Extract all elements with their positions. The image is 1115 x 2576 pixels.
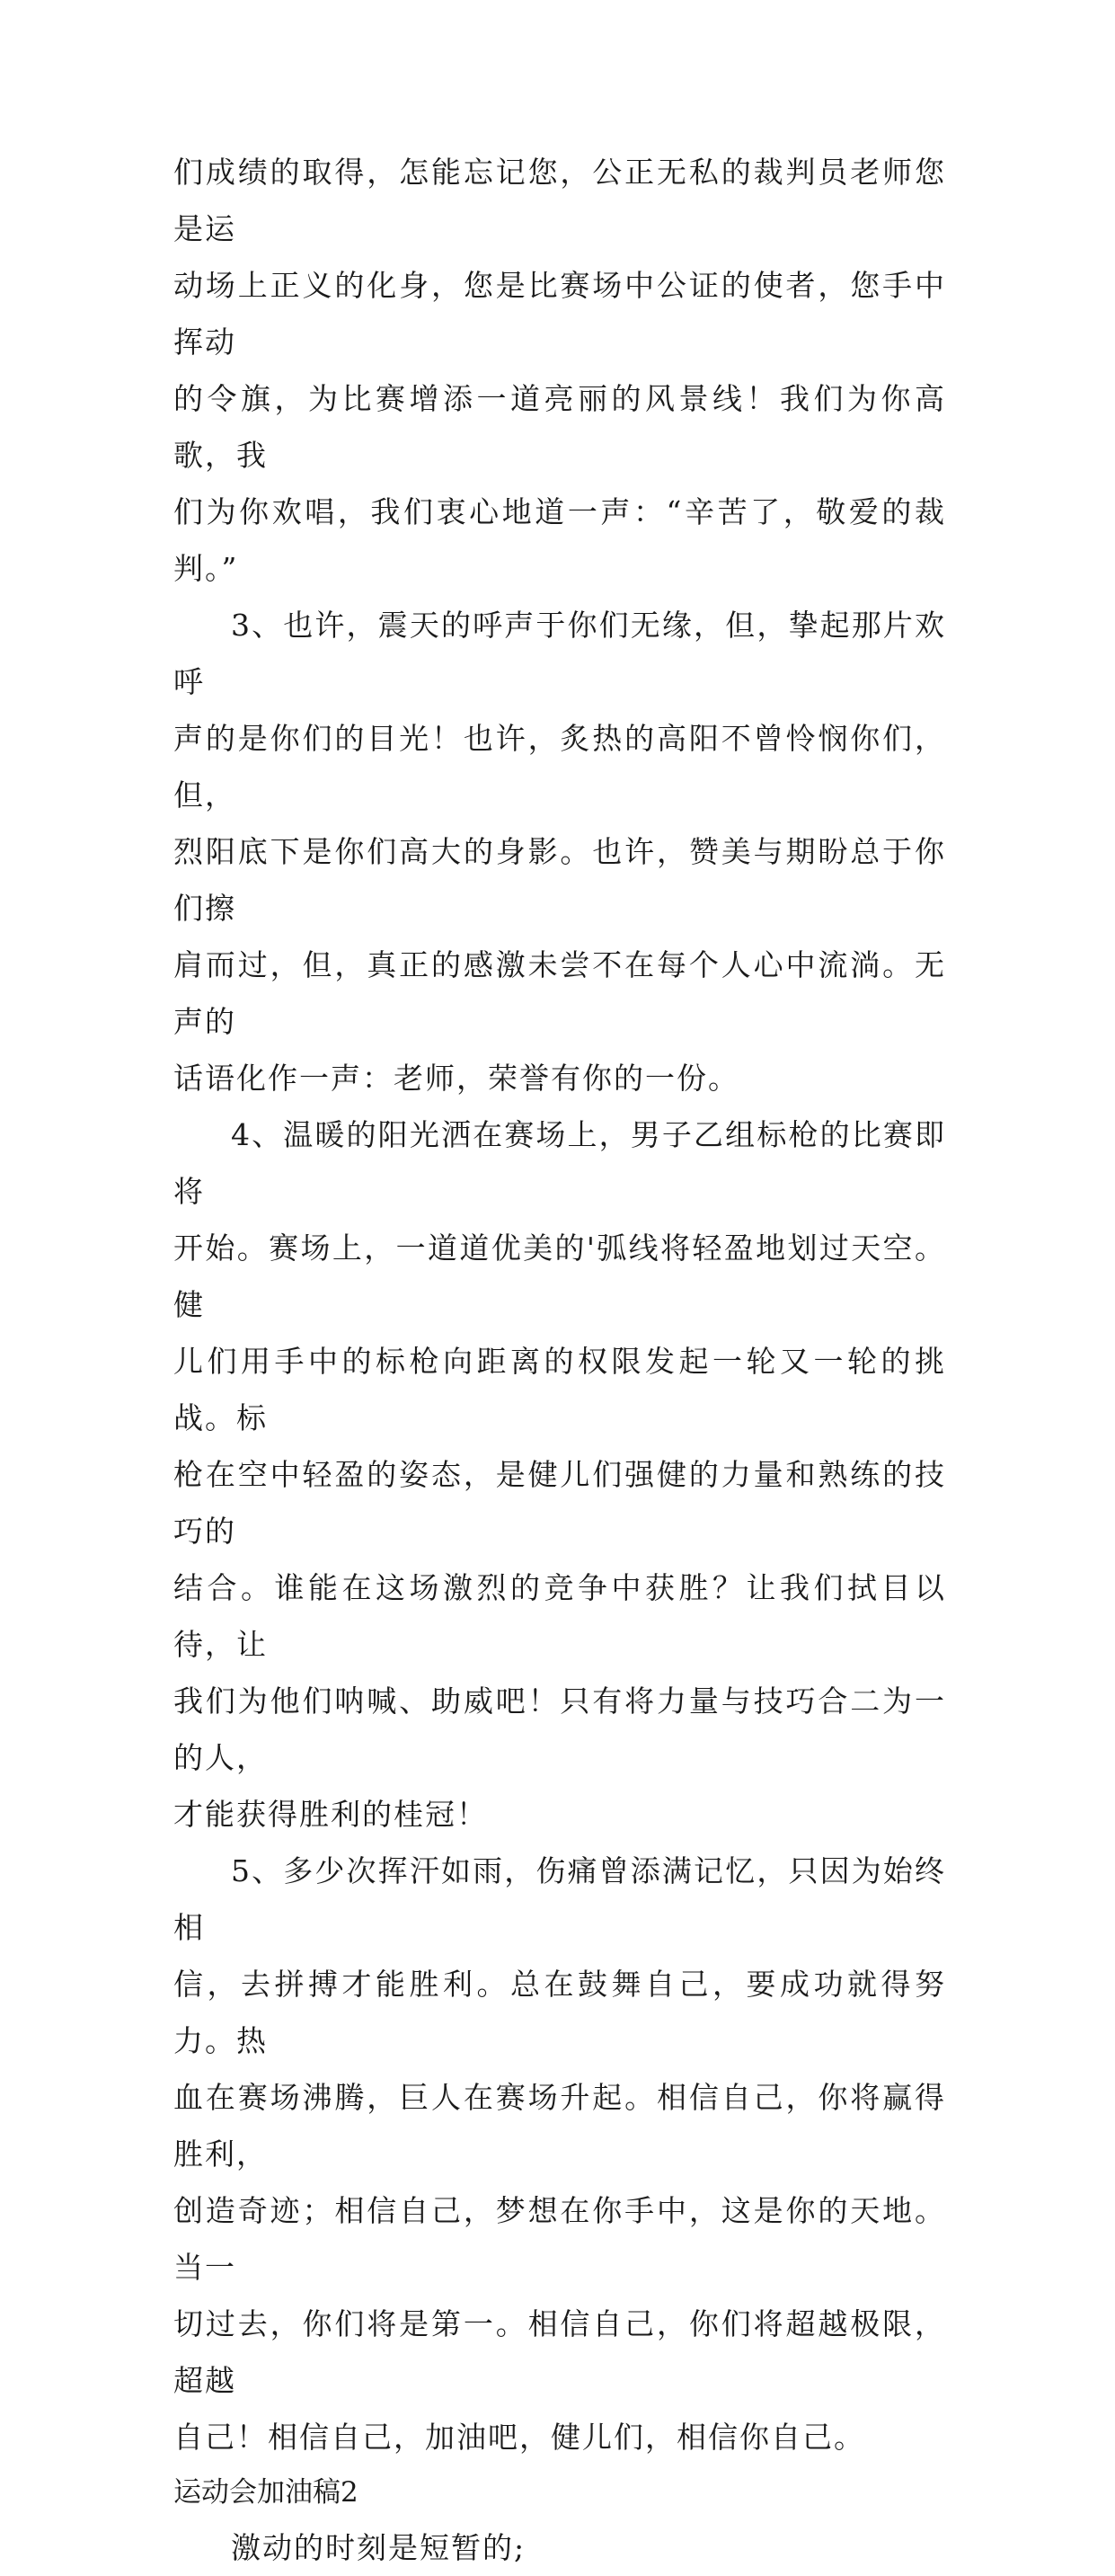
section-heading: 运动会加油稿2: [173, 2476, 358, 2509]
document-body: [173, 144, 946, 2576]
section-first-line: 激动的时刻是短暂的;: [231, 2530, 527, 2565]
paragraph-4-javelin: 4、温暖的阳光洒在赛场上，男子乙组标枪的比赛即将 开始。赛场上，一道道优美的'弧线将轻盈地划过天空。健 儿们用手中的标枪向距离的权限发起一轮又一轮的挑战。标 枪在空中轻盈的姿态，是健儿们强健的力量和熟练的技巧的 结合。谁能在这场激烈的竞争中获胜？让我们拭目以待，让 我们为他们呐喊、助威吧！只有将力量与技巧合二为一的人， 才能获得胜利的桂冠！: [173, 1117, 946, 1832]
paragraph-referee-tribute: 们成绩的取得，怎能忘记您，公正无私的裁判员老师您是运 动场上正义的化身，您是比赛场中公证的使者，您手中挥动 的令旗，为比赛增添一道亮丽的风景线！我们为你高歌，我 们为你欢唱，我们衷心地道一声：“辛苦了，敬爱的裁判。”: [173, 155, 946, 586]
paragraph-5-believe-yourself: 5、多少次挥汗如雨，伤痛曾添满记忆，只因为始终相 信，去拼搏才能胜利。总在鼓舞自己，要成功就得努力。热 血在赛场沸腾，巨人在赛场升起。相信自己，你将赢得胜利， 创造奇迹；相信自己，梦想在你手中，这是你的天地。当一 切过去，你们将是第一。相信自己，你们将超越极限，超越 自己！相信自己，加油吧，健儿们，相信你自己。: [173, 1853, 946, 2455]
paragraph-3-teachers: 3、也许，震天的呼声于你们无缘，但，挚起那片欢呼 声的是你们的目光！也许，炙热的高阳不曾怜悯你们，但， 烈阳底下是你们高大的身影。也许，赞美与期盼总于你们擦 肩而过，但，真正的感激未尝不在每个人心中流淌。无声的 话语化作一声：老师，荣誉有你的一份。: [173, 608, 946, 1096]
